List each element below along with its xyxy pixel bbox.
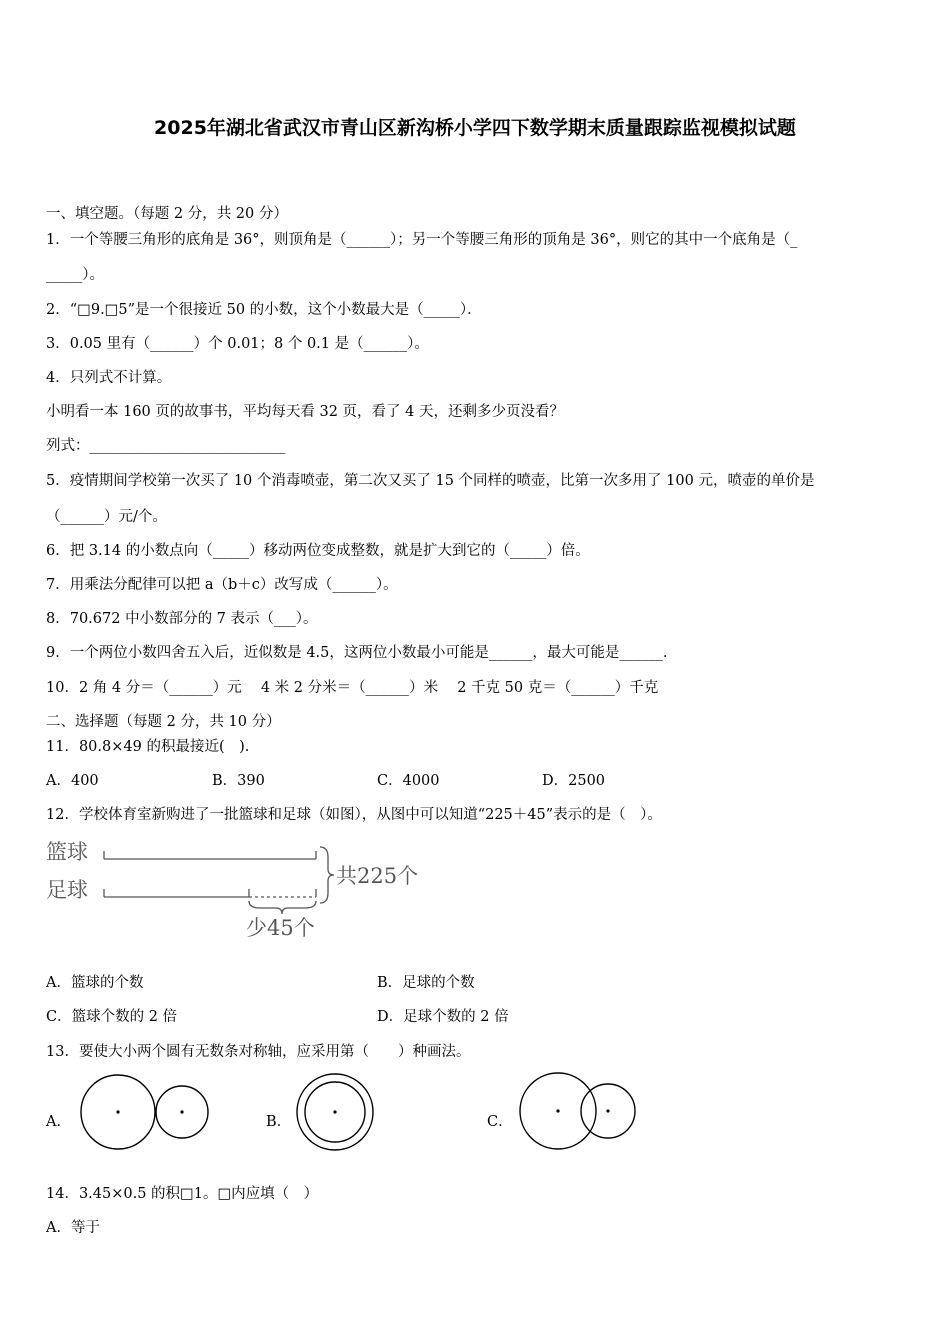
question-7: 7．用乘法分配律可以把 a（b＋c）改写成（______）。 <box>46 577 398 593</box>
question-4-text: 小明看一本 160 页的故事书，平均每天看 32 页，看了 4 天，还剩多少页没看？ <box>46 404 565 420</box>
question-1: 1．一个等腰三角形的底角是 36°，则顶角是（______）；另一个等腰三角形的顶角是 36°，则它的其中一个底角是（_ <box>46 232 798 248</box>
question-2: 2．“□9.□5”是一个很接近 50 的小数，这个小数最大是（_____）． <box>46 302 482 318</box>
difference-brace <box>249 901 316 914</box>
q11-option-a: A．400 <box>46 773 99 789</box>
question-5: 5．疫情期间学校第一次买了 10 个消毒喷壶，第二次又买了 15 个同样的喷壶，比第一次多用了 100 元，喷壶的单价是 <box>46 473 815 489</box>
q11-option-d: D．2500 <box>542 773 606 789</box>
section-heading-fill-blank: 一、填空题。（每题 2 分，共 20 分） <box>46 206 288 222</box>
page-title: 2025年湖北省武汉市青山区新沟桥小学四下数学期末质量跟踪监视模拟试题 <box>154 117 796 139</box>
question-13: 13．要使大小两个圆有无数条对称轴，应采用第（ ）种画法。 <box>46 1044 471 1060</box>
total-brace <box>320 847 334 903</box>
diagram-difference-label: 少45个 <box>246 916 315 940</box>
question-6: 6．把 3.14 的小数点向（_____）移动两位变成整数，就是扩大到它的（_____）倍。 <box>46 543 590 559</box>
question-5-continued: （______）元/个。 <box>46 509 167 525</box>
q12-option-c: C．篮球个数的 2 倍 <box>46 1009 178 1025</box>
question-1-continued: _____）。 <box>46 267 104 283</box>
question-8: 8．70.672 中小数部分的 7 表示（___）。 <box>46 611 318 627</box>
ball-comparison-diagram <box>40 835 440 945</box>
q13-option-a-circles <box>70 1070 220 1156</box>
diagram-label-basketball: 篮球 <box>46 840 88 864</box>
question-10: 10．2 角 4 分＝（______）元 4 米 2 分米＝（______）米 2 千克 50 克＝（______）千克 <box>46 680 659 696</box>
question-3: 3．0.05 里有（______）个 0.01；8 个 0.1 是（______）。 <box>46 336 429 352</box>
q12-option-b: B．足球的个数 <box>377 975 475 991</box>
q13-option-a-label: A． <box>46 1114 71 1130</box>
q13-option-b-label: B． <box>266 1114 292 1130</box>
question-4-formula: 列式：___________________________ <box>46 438 286 454</box>
diagram-total-label: 共225个 <box>336 864 419 888</box>
q13-option-c-label: C． <box>487 1114 513 1130</box>
q11-option-b: B．390 <box>212 773 265 789</box>
diagram-label-football: 足球 <box>46 878 88 902</box>
q11-option-c: C．4000 <box>377 773 440 789</box>
q12-option-d: D．足球个数的 2 倍 <box>377 1009 509 1025</box>
basketball-segment <box>104 851 316 859</box>
q14-option-a: A．等于 <box>46 1220 100 1236</box>
question-14: 14．3.45×0.5 的积□1。□内应填（ ） <box>46 1186 319 1202</box>
question-12: 12．学校体育室新购进了一批篮球和足球（如图），从图中可以知道“225＋45”表示的是（ ）。 <box>46 807 662 823</box>
section-heading-choice: 二、选择题（每题 2 分，共 10 分） <box>46 714 281 730</box>
question-4: 4．只列式不计算。 <box>46 370 172 386</box>
question-9: 9．一个两位小数四舍五入后，近似数是 4.5，这两位小数最小可能是______，最大可能是______. <box>46 645 668 661</box>
q13-option-b-circles <box>290 1070 390 1156</box>
q12-option-a: A．篮球的个数 <box>46 975 144 991</box>
football-segment <box>104 889 316 897</box>
q13-option-c-circles <box>512 1068 648 1158</box>
question-11: 11．80.8×49 的积最接近( ). <box>46 739 250 755</box>
